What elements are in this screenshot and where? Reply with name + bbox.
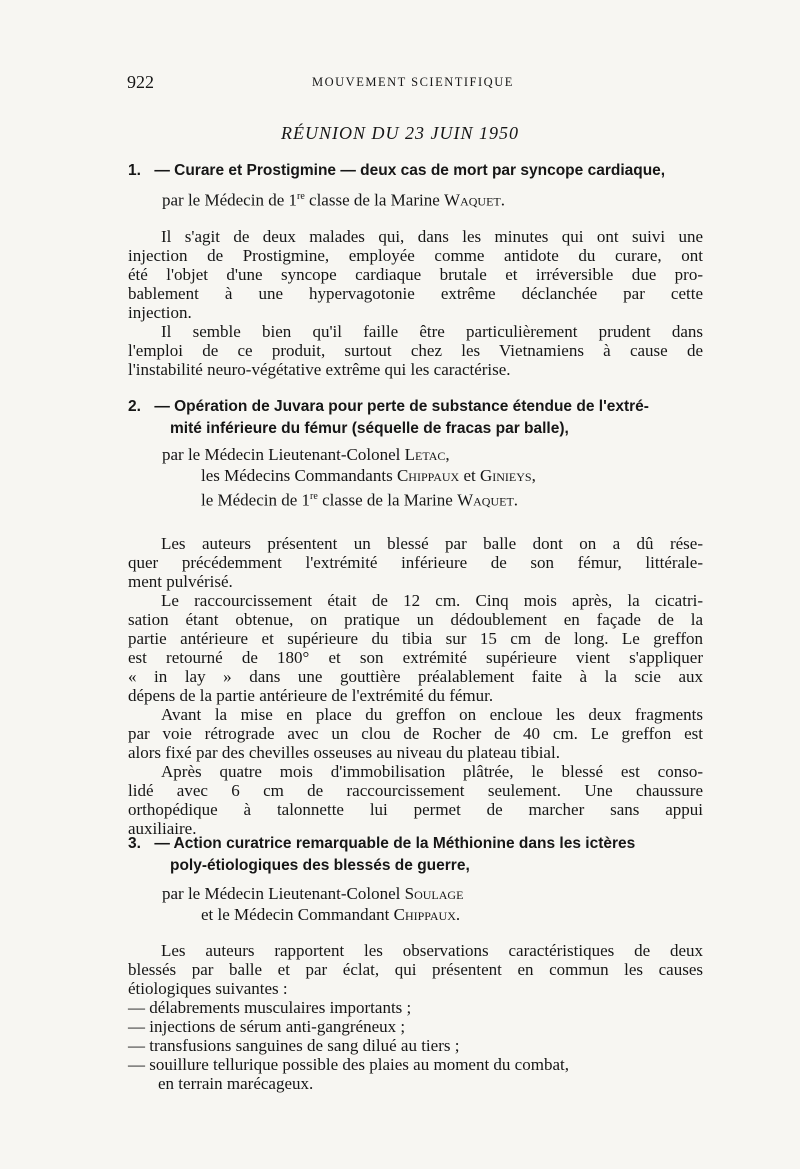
section-title-line: poly-étiologiques des blessés de guerre, <box>170 857 470 874</box>
author-line: par le Médecin Lieutenant-Colonel Soulage <box>162 884 464 903</box>
paragraph: Il s'agit de deux malades qui, dans les minutes qui ont suivi une injection de Prostigmine, employée comme antidote du curare, ont été l'objet d'une syncope cardiaque brutale et irréversible due pro- bablement à une hypervagotonie extrême déclanchée par cette injection. <box>128 226 703 322</box>
section-number: 1. <box>128 162 141 179</box>
paragraph: Le raccourcissement était de 12 cm. Cinq mois après, la cicatri- sation étant obtenue, on pratique un dédoublement en façade de la partie antérieure et supérieure du tibia sur 15 cm de long. Le greffon est retourné de 180° et son extrémité supérieure vient s'appliquer « in lay » dans une gouttière préalablement faite à la scie aux dépens de la partie antérieure de l'extrémité du fémur. <box>128 590 703 705</box>
section-title-line: — Action curatrice remarquable de la Méthionine dans les ictères <box>154 835 636 852</box>
section-title <box>128 160 703 182</box>
cause-list <box>128 998 703 1093</box>
list-item: — délabrements musculaires importants ; <box>128 998 412 1017</box>
paragraph: Les auteurs présentent un blessé par balle dont on a dû rése- quer précédemment l'extrémité inférieure de son fémur, littérale- ment pulvérisé. <box>128 533 703 591</box>
list-item: en terrain marécageux. <box>158 1074 314 1093</box>
running-title: MOUVEMENT SCIENTIFIQUE <box>312 75 514 89</box>
author-line: et le Médecin Commandant Chippaux. <box>201 905 461 924</box>
section-2 <box>128 396 703 838</box>
page-header <box>127 72 705 96</box>
paragraph: Après quatre mois d'immobilisation plâtrée, le blessé est conso- lidé avec 6 cm de raccourcissement seulement. Une chaussure orthopédique à talonnette lui permet de marcher sans appui auxiliaire. <box>128 761 703 838</box>
meeting-title: RÉUNION DU 23 JUIN 1950 <box>281 123 519 143</box>
author-line: le Médecin de 1re classe de la Marine Waquet. <box>201 490 519 510</box>
section-title-line: mité inférieure du fémur (séquelle de fracas par balle), <box>170 420 569 437</box>
author-line: par le Médecin Lieutenant-Colonel Letac, <box>162 445 450 464</box>
author-line: les Médecins Commandants Chippaux et Ginieys, <box>201 466 536 485</box>
list-item: — transfusions sanguines de sang dilué au tiers ; <box>128 1036 460 1055</box>
section-number: 3. <box>128 835 141 852</box>
paragraph: Il semble bien qu'il faille être particulièrement prudent dans l'emploi de ce produit, surtout chez les Vietnamiens à cause de l'instabilité neuro-végétative extrême qui les caractérise. <box>128 321 703 379</box>
list-item: — injections de sérum anti-gangréneux ; <box>128 1017 406 1036</box>
section-title <box>128 396 703 418</box>
author-line: par le Médecin de 1re classe de la Marine Waquet. <box>162 190 505 210</box>
page-number: 922 <box>127 72 154 92</box>
section-title-line: — Curare et Prostigmine — deux cas de mort par syncope cardiaque, <box>154 162 666 179</box>
section-title-line: — Opération de Juvara pour perte de substance étendue de l'extré- <box>154 398 649 415</box>
section-1 <box>128 160 703 379</box>
section-3 <box>128 833 703 1093</box>
section-title <box>128 833 703 855</box>
list-item: — souillure tellurique possible des plaies au moment du combat, <box>128 1055 569 1074</box>
paragraph: Avant la mise en place du greffon on encloue les deux fragments par voie rétrograde avec un clou de Rocher de 40 cm. Le greffon est alors fixé par des chevilles osseuses au niveau du plateau tibial. <box>128 704 703 762</box>
paragraph: Les auteurs rapportent les observations caractéristiques de deux blessés par balle et par éclat, qui présentent en commun les causes étiologiques suivantes : <box>128 941 703 998</box>
section-number: 2. <box>128 398 141 415</box>
